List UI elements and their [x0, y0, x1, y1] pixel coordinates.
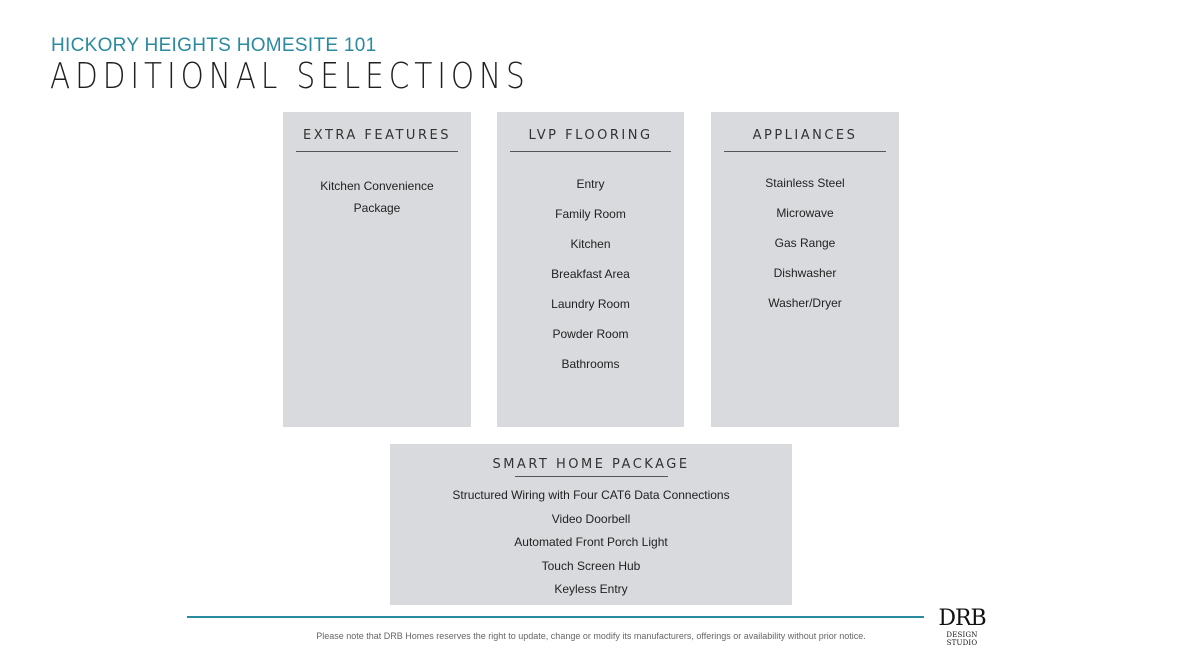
smart-home-package-heading: SMART HOME PACKAGE	[492, 457, 690, 472]
list-item: Powder Room	[552, 327, 629, 341]
list-item: Kitchen	[570, 237, 611, 251]
extra-features-card	[283, 112, 471, 427]
list-item: Entry	[576, 177, 605, 191]
list-item: Bathrooms	[561, 357, 620, 371]
heading-divider	[724, 151, 886, 152]
list-item: Washer/Dryer	[768, 296, 842, 310]
appliances-heading: APPLIANCES	[752, 128, 858, 143]
list-item: Video Doorbell	[551, 511, 631, 526]
extra-features-heading: EXTRA FEATURES	[303, 128, 451, 143]
list-item: Laundry Room	[551, 297, 630, 311]
heading-divider	[510, 151, 671, 152]
lvp-flooring-card	[497, 112, 684, 427]
smart-home-package-card	[390, 444, 792, 605]
extra-features-list	[283, 175, 471, 219]
list-item: Package	[353, 201, 401, 215]
page-title: ADDITIONAL SELECTIONS	[50, 56, 530, 97]
logo-letters: DRB	[938, 606, 986, 631]
lvp-flooring-heading: LVP FLOORING	[528, 128, 653, 143]
logo-subtitle: DESIGN STUDIO	[946, 631, 978, 647]
disclaimer-text: Please note that DRB Homes reserves the right to update, change or modify its manufacturers, offerings or availability without prior notice.	[316, 631, 866, 641]
list-item: Family Room	[555, 207, 626, 221]
heading-divider	[515, 476, 668, 477]
drb-design-studio-logo	[930, 606, 994, 647]
appliances-card	[711, 112, 899, 427]
list-item: Gas Range	[774, 236, 836, 250]
list-item: Keyless Entry	[554, 582, 628, 596]
list-item: Structured Wiring with Four CAT6 Data Connections	[452, 488, 730, 502]
list-item: Automated Front Porch Light	[514, 535, 668, 549]
list-item: Kitchen Convenience	[320, 179, 434, 193]
page-subtitle: HICKORY HEIGHTS HOMESITE 101	[51, 35, 377, 56]
footer-divider	[187, 616, 924, 618]
appliances-list	[711, 175, 899, 325]
list-item: Touch Screen Hub	[541, 558, 641, 573]
heading-divider	[296, 151, 458, 152]
smart-home-package-list	[390, 487, 792, 605]
lvp-flooring-list	[497, 176, 684, 386]
list-item: Breakfast Area	[551, 267, 630, 281]
list-item: Microwave	[776, 206, 834, 220]
list-item: Dishwasher	[773, 266, 837, 280]
list-item: Stainless Steel	[765, 176, 845, 190]
